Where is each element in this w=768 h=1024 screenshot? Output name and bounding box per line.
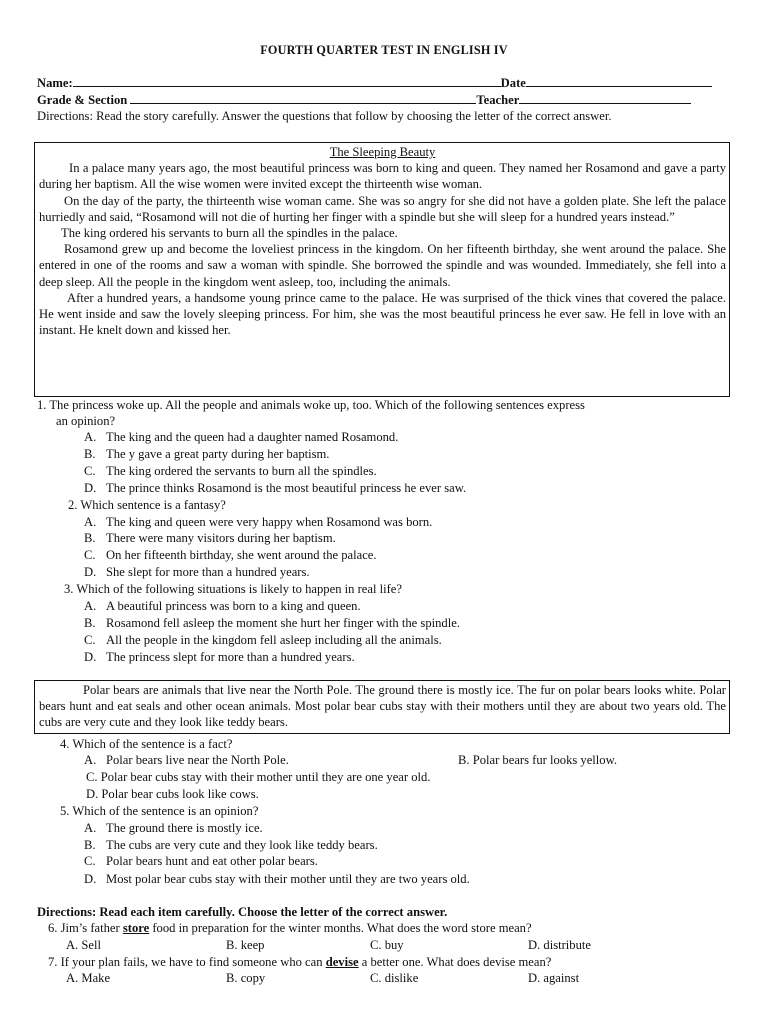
name-label: Name: <box>37 76 73 90</box>
question-6-text: 6. Jim’s father store food in preparation for the winter months. What does the word store mean? <box>48 921 532 935</box>
date-label: Date <box>500 76 526 90</box>
q5-option-a[interactable]: A. The ground there is mostly ice. <box>84 821 263 835</box>
question-4-text: 4. Which of the sentence is a fact? <box>60 737 233 751</box>
grade-section-blank[interactable] <box>130 91 476 104</box>
q3-option-a[interactable]: A. A beautiful princess was born to a king and queen. <box>84 599 361 613</box>
q4-option-d[interactable]: D. Polar bear cubs look like cows. <box>86 787 259 801</box>
q1-option-a[interactable]: A. The king and the queen had a daughter named Rosamond. <box>84 430 399 444</box>
teacher-blank[interactable] <box>519 91 691 104</box>
q5-option-c[interactable]: C. Polar bears hunt and eat other polar bears. <box>84 854 318 868</box>
story-title: The Sleeping Beauty <box>329 145 436 159</box>
q5-option-d[interactable]: D. Most polar bear cubs stay with their mother until they are two years old. <box>84 872 470 886</box>
q3-option-c[interactable]: C. All the people in the kingdom fell asleep including all the animals. <box>84 633 442 647</box>
date-blank[interactable] <box>526 74 712 87</box>
q1-option-d[interactable]: D. The prince thinks Rosamond is the most beautiful princess he ever saw. <box>84 481 467 495</box>
q1-option-b[interactable]: B. The y gave a great party during her baptism. <box>84 447 330 461</box>
q5-option-b[interactable]: B. The cubs are very cute and they look like teddy bears. <box>84 838 378 852</box>
name-blank[interactable] <box>73 74 501 87</box>
story-paragraph: Rosamond grew up and become the loveliest princess in the kingdom. On her fifteenth birthday, she went around the palace. She entered in one of the rooms and saw a woman with spindle. She borrowed the spindle and was wounded. Immediately, she fell into a deep sleep. All the people in the kingdom went asleep, too, including the animals. <box>39 242 726 289</box>
question-1-text-cont: an opinion? <box>56 414 116 428</box>
q2-option-c[interactable]: C. On her fifteenth birthday, she went around the palace. <box>84 548 377 562</box>
q3-option-d[interactable]: D. The princess slept for more than a hundred years. <box>84 650 355 664</box>
story-paragraph: On the day of the party, the thirteenth wise woman came. She was so angry for she did not have a golden plate. She left the palace hurriedly and said, “Rosamond will not die of hurting her finger with a spindle but she will sleep for a hundred years instead.” <box>39 193 726 224</box>
q2-option-a[interactable]: A. The king and queen were very happy when Rosamond was born. <box>84 515 433 529</box>
q7-option-d[interactable]: D. against <box>528 971 580 985</box>
question-2-text: 2. Which sentence is a fantasy? <box>68 498 226 512</box>
q2-option-d[interactable]: D. She slept for more than a hundred years. <box>84 565 310 579</box>
grade-teacher-row <box>37 91 727 108</box>
q4-option-b[interactable]: B. Polar bears fur looks yellow. <box>458 753 618 767</box>
directions-story: Directions: Read the story carefully. Answer the questions that follow by choosing the letter of the correct answer. <box>37 109 612 123</box>
q6-keyword: store <box>122 921 150 935</box>
story-paragraph: After a hundred years, a handsome young prince came to the palace. He was surprised of the thick vines that covered the palace. He went inside and saw the lovely sleeping princess. For him, she was the most beautiful princess he ever saw. He fell in love with an instant. He knelt down and kissed her. <box>39 290 726 338</box>
polar-bear-passage: Polar bears are animals that live near the North Pole. The ground there is mostly ice. The fur on polar bears looks white. Polar bears hunt and eat seals and other ocean animals. Most polar bear cubs stay with their mothers until they are about two years old. The cubs are very cute and they look like teddy bears. <box>39 683 726 730</box>
q3-option-b[interactable]: B. Rosamond fell asleep the moment she hurt her finger with the spindle. <box>84 616 460 630</box>
q4-option-a[interactable]: A. Polar bears live near the North Pole. <box>84 753 289 767</box>
question-3-text: 3. Which of the following situations is likely to happen in real life? <box>64 582 402 596</box>
story-paragraph: In a palace many years ago, the most beautiful princess was born to king and queen. They named her Rosamond and gave a party during her baptism. All the wise women were invited except the thirteenth wise woman. <box>39 161 726 192</box>
q7-option-c[interactable]: C. dislike <box>370 971 419 985</box>
question-1-text: 1. The princess woke up. All the people and animals woke up, too. Which of the following sentences express <box>37 398 585 412</box>
q7-option-b[interactable]: B. copy <box>226 971 266 985</box>
q7-keyword: devise <box>325 955 359 969</box>
grade-section-label: Grade & Section <box>37 93 128 107</box>
q6-option-c[interactable]: C. buy <box>370 938 404 952</box>
polar-bear-passage-box <box>34 680 730 734</box>
question-5-text: 5. Which of the sentence is an opinion? <box>60 804 259 818</box>
story-box <box>34 142 730 397</box>
q1-option-c[interactable]: C. The king ordered the servants to burn all the spindles. <box>84 464 377 478</box>
directions-vocabulary: Directions: Read each item carefully. Choose the letter of the correct answer. <box>37 905 448 919</box>
story-paragraph: The king ordered his servants to burn all the spindles in the palace. <box>61 226 398 241</box>
name-date-row <box>37 74 727 91</box>
teacher-label: Teacher <box>476 93 520 107</box>
q6-option-d[interactable]: D. distribute <box>528 938 591 952</box>
test-title: FOURTH QUARTER TEST IN ENGLISH IV <box>260 43 508 57</box>
q6-option-a[interactable]: A. Sell <box>66 938 101 952</box>
q2-option-b[interactable]: B. There were many visitors during her baptism. <box>84 531 336 545</box>
q7-option-a[interactable]: A. Make <box>66 971 111 985</box>
question-7-text: 7. If your plan fails, we have to find someone who can devise a better one. What does devise mean? <box>48 955 552 969</box>
q4-option-c[interactable]: C. Polar bear cubs stay with their mother until they are one year old. <box>86 770 431 784</box>
q6-option-b[interactable]: B. keep <box>226 938 265 952</box>
